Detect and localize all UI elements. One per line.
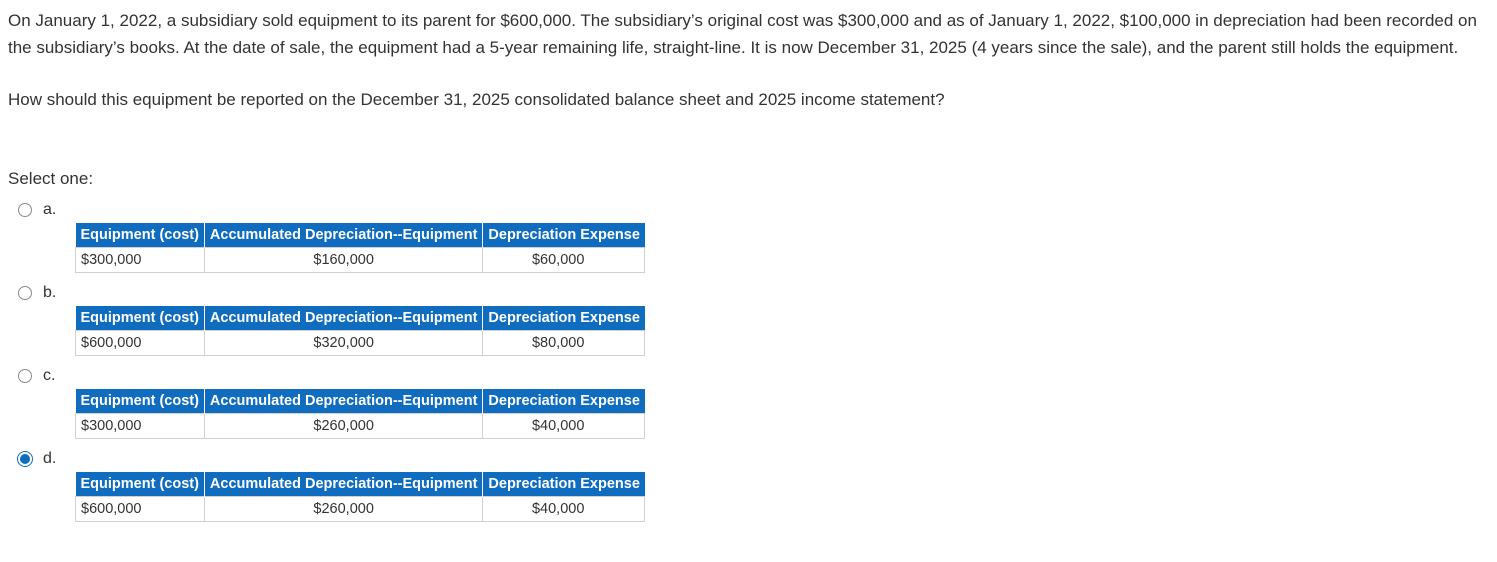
header-equipment-cost: Equipment (cost) (76, 306, 205, 331)
table-header-row (76, 472, 645, 497)
table-header-row (76, 306, 645, 331)
option-letter-b: b. (43, 284, 57, 301)
radio-button-a[interactable] (18, 203, 32, 217)
answer-table-a (75, 223, 645, 273)
cell-equipment-cost: $600,000 (76, 497, 205, 522)
cell-accumulated-depreciation: $320,000 (204, 331, 482, 356)
header-accumulated-depreciation: Accumulated Depreciation--Equipment (204, 223, 482, 248)
answer-option-a[interactable] (18, 200, 640, 268)
cell-equipment-cost: $600,000 (76, 331, 205, 356)
radio-button-d-selected[interactable] (17, 451, 33, 467)
header-equipment-cost: Equipment (cost) (76, 472, 205, 497)
question-paragraph-2: How should this equipment be reported on the December 31, 2025 consolidated balance sheet and 2025 income statement? (8, 90, 945, 109)
cell-accumulated-depreciation: $260,000 (204, 414, 482, 439)
header-accumulated-depreciation: Accumulated Depreciation--Equipment (204, 472, 482, 497)
header-equipment-cost: Equipment (cost) (76, 389, 205, 414)
header-equipment-cost: Equipment (cost) (76, 223, 205, 248)
cell-equipment-cost: $300,000 (76, 248, 205, 273)
header-accumulated-depreciation: Accumulated Depreciation--Equipment (204, 389, 482, 414)
answer-table-b (75, 306, 645, 356)
cell-equipment-cost: $300,000 (76, 414, 205, 439)
cell-accumulated-depreciation: $260,000 (204, 497, 482, 522)
header-depreciation-expense: Depreciation Expense (483, 389, 645, 414)
answer-option-d[interactable] (18, 449, 640, 517)
answer-option-b[interactable] (18, 283, 640, 351)
cell-depreciation-expense: $80,000 (483, 331, 645, 356)
table-row (76, 497, 645, 522)
header-depreciation-expense: Depreciation Expense (483, 472, 645, 497)
cell-depreciation-expense: $40,000 (483, 414, 645, 439)
answer-option-c[interactable] (18, 366, 640, 434)
answer-table-c (75, 389, 645, 439)
radio-button-c[interactable] (18, 369, 32, 383)
table-row (76, 414, 645, 439)
option-letter-c: c. (43, 367, 56, 384)
table-row (76, 248, 645, 273)
cell-depreciation-expense: $60,000 (483, 248, 645, 273)
header-accumulated-depreciation: Accumulated Depreciation--Equipment (204, 306, 482, 331)
cell-accumulated-depreciation: $160,000 (204, 248, 482, 273)
header-depreciation-expense: Depreciation Expense (483, 306, 645, 331)
option-letter-a: a. (43, 201, 57, 218)
table-row (76, 331, 645, 356)
answer-table-d (75, 472, 645, 522)
cell-depreciation-expense: $40,000 (483, 497, 645, 522)
select-one-label: Select one: (8, 169, 94, 188)
option-letter-d: d. (43, 450, 57, 467)
table-header-row (76, 389, 645, 414)
question-text (8, 8, 1492, 114)
header-depreciation-expense: Depreciation Expense (483, 223, 645, 248)
question-paragraph-1: On January 1, 2022, a subsidiary sold equipment to its parent for $600,000. The subsidiary’s original cost was $300,000 and as of January 1, 2022, $100,000 in depreciation had been recorded on the subsidiary’s books. At the date of sale, the equipment had a 5-year remaining life, straight-line. It is now December 31, 2025 (4 years since the sale), and the parent still holds the equipment. (8, 11, 1477, 57)
table-header-row (76, 223, 645, 248)
radio-button-b[interactable] (18, 286, 32, 300)
